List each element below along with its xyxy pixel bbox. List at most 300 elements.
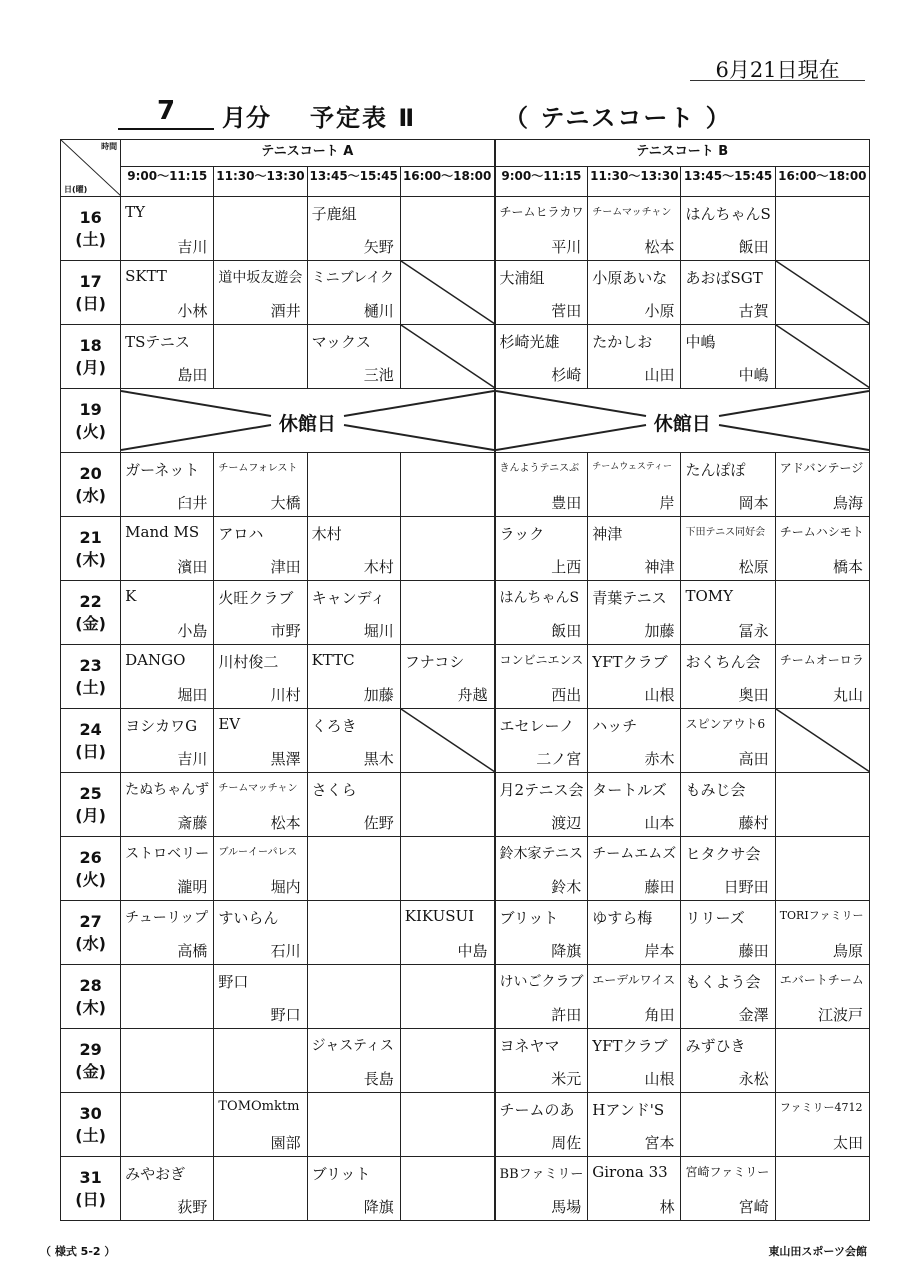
slot-cell[interactable] <box>307 773 400 837</box>
representative-name: 岸 <box>659 494 675 512</box>
slot-cell[interactable] <box>214 1029 307 1093</box>
slot-cell[interactable] <box>307 1029 400 1093</box>
team-name: キャンディ <box>311 589 386 607</box>
representative-name: 加藤 <box>363 686 394 704</box>
schedule-row <box>61 325 870 389</box>
slot-cell[interactable] <box>307 581 400 645</box>
weekday-label: (木) <box>75 549 106 569</box>
slot-cell[interactable] <box>121 517 214 581</box>
slot-cell[interactable] <box>400 517 494 581</box>
schedule-row <box>61 1029 870 1093</box>
schedule-row <box>61 197 870 261</box>
representative-name: 矢野 <box>363 238 394 256</box>
slot-cell[interactable] <box>214 517 307 581</box>
team-name: エセレーノ <box>499 717 575 735</box>
court-b-closed-cell <box>495 389 870 453</box>
team-name: たぬちゃんず <box>125 782 210 798</box>
day-number: 18 <box>79 335 102 355</box>
representative-name: 堀川 <box>363 622 394 640</box>
team-name: TSテニス <box>125 333 190 351</box>
representative-name: 降旗 <box>551 942 582 960</box>
representative-name: 市野 <box>270 622 301 640</box>
team-name: チームハシモト <box>779 525 864 539</box>
date-cell <box>61 1093 121 1157</box>
slot-cell[interactable] <box>588 517 681 581</box>
representative-name: 藤田 <box>644 878 675 896</box>
representative-name: 三池 <box>363 366 394 384</box>
team-name: TORIファミリー <box>779 909 864 922</box>
slot-cell[interactable] <box>681 453 775 517</box>
slot-cell[interactable] <box>214 965 307 1029</box>
team-name: エバートチーム <box>779 973 864 987</box>
slot-cell[interactable] <box>400 197 494 261</box>
slot-cell[interactable] <box>681 325 775 389</box>
slot-cell[interactable] <box>121 901 214 965</box>
slot-cell[interactable] <box>681 645 775 709</box>
representative-name: 吉川 <box>177 750 208 768</box>
day-number: 17 <box>79 271 102 291</box>
time-slot-header: 9:00～11:15 <box>495 167 588 197</box>
date-cell <box>61 581 121 645</box>
slot-cell[interactable] <box>495 581 588 645</box>
unavailable-slash <box>401 261 495 324</box>
month-suffix: 月分 <box>222 104 270 132</box>
slot-cell[interactable] <box>495 1029 588 1093</box>
slot-cell[interactable] <box>775 517 869 581</box>
slot-cell[interactable] <box>775 1093 869 1157</box>
weekday-label: (土) <box>75 1125 106 1145</box>
slot-cell[interactable] <box>681 837 775 901</box>
team-name: ヨシカワG <box>125 717 198 735</box>
date-cell <box>61 453 121 517</box>
schedule-row <box>61 837 870 901</box>
slot-cell[interactable] <box>495 517 588 581</box>
team-name: ブルーイーパレス <box>218 847 298 858</box>
team-name: エーデルワイス <box>592 973 676 987</box>
slot-cell[interactable] <box>775 197 869 261</box>
team-name: 小原あいな <box>592 269 668 287</box>
slot-cell[interactable] <box>307 837 400 901</box>
representative-name: 川村 <box>270 686 301 704</box>
slot-cell[interactable] <box>121 1029 214 1093</box>
team-name: チームマッチャン <box>218 783 298 794</box>
schedule-row <box>61 453 870 517</box>
slot-cell[interactable] <box>400 325 494 389</box>
slot-cell[interactable] <box>400 709 494 773</box>
time-slot-header: 9:00～11:15 <box>121 167 214 197</box>
slot-cell[interactable] <box>121 645 214 709</box>
slot-cell[interactable] <box>681 965 775 1029</box>
date-cell <box>61 197 121 261</box>
slot-cell[interactable] <box>307 1093 400 1157</box>
slot-cell[interactable] <box>681 197 775 261</box>
slot-cell[interactable] <box>214 645 307 709</box>
schedule-label: 予定表 Ⅱ <box>310 104 417 132</box>
representative-name: 神津 <box>644 558 675 576</box>
slot-cell[interactable] <box>307 965 400 1029</box>
slot-cell[interactable] <box>400 965 494 1029</box>
slot-cell[interactable] <box>214 581 307 645</box>
team-name: きんようテニスぶ <box>499 463 580 474</box>
slot-cell[interactable] <box>588 261 681 325</box>
schedule-row <box>61 1093 870 1157</box>
representative-name: 中嶋 <box>738 366 769 384</box>
slot-cell[interactable] <box>775 581 869 645</box>
team-name: 木村 <box>311 525 342 543</box>
slot-cell[interactable] <box>495 901 588 965</box>
slot-cell[interactable] <box>400 837 494 901</box>
representative-name: 冨永 <box>738 622 769 640</box>
team-name: もみじ会 <box>685 781 746 799</box>
representative-name: 永松 <box>738 1070 769 1088</box>
team-name: すいらん <box>218 909 279 927</box>
team-name: たんぽぽ <box>685 461 746 479</box>
representative-name: 江波戸 <box>817 1006 863 1024</box>
team-name: 下田テニス同好会 <box>685 527 766 538</box>
representative-name: 松原 <box>738 558 769 576</box>
representative-name: 橋本 <box>832 558 863 576</box>
representative-name: 松本 <box>644 238 675 256</box>
corner-time-label: 時間 <box>101 142 118 151</box>
team-name: ブリット <box>499 909 559 927</box>
day-number: 26 <box>79 847 102 867</box>
slot-cell[interactable] <box>307 709 400 773</box>
team-name: くろき <box>311 717 357 735</box>
slot-cell[interactable] <box>307 325 400 389</box>
slot-cell[interactable] <box>681 1093 775 1157</box>
team-name: チームフォレスト <box>218 463 298 474</box>
weekday-label: (火) <box>75 421 106 441</box>
slot-cell[interactable] <box>775 1157 869 1221</box>
representative-name: 黒澤 <box>270 750 301 768</box>
team-name: EV <box>218 715 241 733</box>
slot-cell[interactable] <box>307 261 400 325</box>
representative-name: 西出 <box>551 686 582 704</box>
slot-cell[interactable] <box>681 517 775 581</box>
slot-cell[interactable] <box>400 773 494 837</box>
team-name: チューリップ <box>125 910 209 926</box>
day-number: 16 <box>79 207 102 227</box>
representative-name: 角田 <box>644 1006 675 1024</box>
slot-cell[interactable] <box>121 965 214 1029</box>
slot-cell[interactable] <box>681 709 775 773</box>
team-name: 中嶋 <box>685 333 716 351</box>
slot-cell[interactable] <box>495 965 588 1029</box>
representative-name: 小島 <box>177 622 208 640</box>
team-name: コンビニエンス <box>499 653 584 667</box>
weekday-label: (金) <box>75 613 106 633</box>
slot-cell[interactable] <box>495 1157 588 1221</box>
slot-cell[interactable] <box>121 453 214 517</box>
team-name: TOMOmktm <box>218 1099 300 1114</box>
slot-cell[interactable] <box>400 1093 494 1157</box>
team-name: アロハ <box>218 525 264 543</box>
representative-name: 加藤 <box>644 622 675 640</box>
team-name: もくよう会 <box>685 973 761 991</box>
representative-name: 平川 <box>551 238 582 256</box>
representative-name: 酒井 <box>270 302 301 320</box>
weekday-label: (月) <box>75 357 106 377</box>
slot-cell[interactable] <box>495 773 588 837</box>
team-name: けいごクラブ <box>499 974 584 990</box>
month-number: 7 <box>118 96 214 130</box>
slot-cell[interactable] <box>214 773 307 837</box>
representative-name: 野口 <box>270 1006 301 1024</box>
weekday-label: (日) <box>75 293 106 313</box>
slot-cell[interactable] <box>588 197 681 261</box>
slot-cell[interactable] <box>775 453 869 517</box>
team-name: 月2テニス会 <box>499 781 584 799</box>
slot-cell[interactable] <box>495 645 588 709</box>
slot-cell[interactable] <box>214 837 307 901</box>
representative-name: 宮本 <box>644 1134 675 1152</box>
team-name: アドバンテージ <box>779 461 864 475</box>
slot-cell[interactable] <box>214 453 307 517</box>
representative-name: 吉川 <box>177 238 208 256</box>
representative-name: 金澤 <box>738 1006 769 1024</box>
slot-cell[interactable] <box>588 773 681 837</box>
slot-cell[interactable] <box>588 901 681 965</box>
team-name: 道中坂友遊会 <box>218 270 303 286</box>
weekday-label: (月) <box>75 805 106 825</box>
slot-cell[interactable] <box>214 261 307 325</box>
slot-cell[interactable] <box>307 453 400 517</box>
schedule-row <box>61 517 870 581</box>
representative-name: 中島 <box>457 942 488 960</box>
slot-cell[interactable] <box>775 837 869 901</box>
weekday-label: (土) <box>75 677 106 697</box>
slot-cell[interactable] <box>121 581 214 645</box>
team-name: ゆすら梅 <box>592 909 653 927</box>
representative-name: 菅田 <box>551 302 582 320</box>
representative-name: 宮崎 <box>738 1198 769 1216</box>
representative-name: 濱田 <box>177 558 208 576</box>
team-name: 野口 <box>218 973 249 991</box>
representative-name: 山根 <box>644 686 675 704</box>
slot-cell[interactable] <box>121 325 214 389</box>
slot-cell[interactable] <box>681 773 775 837</box>
schedule-row <box>61 773 870 837</box>
slot-cell[interactable] <box>588 837 681 901</box>
slot-cell[interactable] <box>214 709 307 773</box>
team-name: フナコシ <box>404 653 465 671</box>
date-cell <box>61 645 121 709</box>
slot-cell[interactable] <box>400 901 494 965</box>
slot-cell[interactable] <box>214 901 307 965</box>
representative-name: 石川 <box>270 942 301 960</box>
corner-cell <box>61 140 121 197</box>
slot-cell[interactable] <box>400 581 494 645</box>
team-name: 鈴木家テニス <box>499 846 583 862</box>
representative-name: 島田 <box>177 366 208 384</box>
representative-name: 藤村 <box>738 814 769 832</box>
team-name: さくら <box>311 781 357 799</box>
slot-cell[interactable] <box>775 965 869 1029</box>
team-name: チームオーロラ <box>779 653 864 667</box>
representative-name: 瀧明 <box>177 878 208 896</box>
closed-day-label: 休館日 <box>653 413 711 435</box>
slot-cell[interactable] <box>214 1093 307 1157</box>
team-name: Hアンド'S <box>592 1101 665 1119</box>
team-name: 子鹿組 <box>311 205 357 223</box>
team-name: ジャスティス <box>311 1038 394 1054</box>
team-name: YFTクラブ <box>592 1037 668 1055</box>
representative-name: 鳥海 <box>832 494 863 512</box>
date-cell <box>61 773 121 837</box>
representative-name: 馬場 <box>551 1198 582 1216</box>
schedule-table <box>60 139 870 1221</box>
time-slot-header: 13:45～15:45 <box>307 167 400 197</box>
slot-cell[interactable] <box>588 581 681 645</box>
day-number: 29 <box>79 1039 102 1059</box>
team-name: あおばSGT <box>685 269 763 287</box>
slot-cell[interactable] <box>307 645 400 709</box>
slot-cell[interactable] <box>121 1093 214 1157</box>
team-name: おくちん会 <box>685 653 761 671</box>
team-name: 火旺クラブ <box>218 589 294 607</box>
slot-cell[interactable] <box>214 325 307 389</box>
time-slot-header: 16:00～18:00 <box>400 167 494 197</box>
team-name: 青葉テニス <box>592 589 667 607</box>
representative-name: 山田 <box>644 366 675 384</box>
slot-cell[interactable] <box>775 645 869 709</box>
weekday-label: (日) <box>75 741 106 761</box>
court-a-closed-cell <box>121 389 495 453</box>
slot-cell[interactable] <box>775 261 869 325</box>
slot-cell[interactable] <box>495 709 588 773</box>
representative-name: 許田 <box>551 1006 582 1024</box>
slot-cell[interactable] <box>775 325 869 389</box>
court-header-row <box>61 140 870 167</box>
team-name: ミニブレイク <box>311 270 395 286</box>
day-number: 20 <box>79 463 102 483</box>
team-name: TY <box>125 203 146 221</box>
representative-name: 豊田 <box>551 494 582 512</box>
representative-name: 杉崎 <box>551 366 582 384</box>
slot-cell[interactable] <box>214 197 307 261</box>
team-name: ヨネヤマ <box>499 1037 560 1055</box>
slot-cell[interactable] <box>121 709 214 773</box>
day-number: 21 <box>79 527 102 547</box>
slot-cell[interactable] <box>588 453 681 517</box>
slot-cell[interactable] <box>775 709 869 773</box>
slot-cell[interactable] <box>121 197 214 261</box>
slot-cell[interactable] <box>588 1093 681 1157</box>
slot-cell[interactable] <box>400 453 494 517</box>
representative-name: 高田 <box>738 750 769 768</box>
slot-cell[interactable] <box>307 1157 400 1221</box>
team-name: KIKUSUI <box>404 907 475 925</box>
unavailable-slash <box>401 709 495 772</box>
slot-cell[interactable] <box>307 901 400 965</box>
representative-name: 園部 <box>270 1134 301 1152</box>
schedule-row <box>61 901 870 965</box>
schedule-row <box>61 645 870 709</box>
slot-cell[interactable] <box>681 1029 775 1093</box>
date-cell <box>61 389 121 453</box>
slot-cell[interactable] <box>307 517 400 581</box>
team-name: チームエムズ <box>592 846 677 862</box>
team-name: BBファミリー <box>499 1167 584 1182</box>
slot-cell[interactable] <box>400 645 494 709</box>
representative-name: 二ノ宮 <box>536 750 582 768</box>
date-cell <box>61 901 121 965</box>
weekday-label: (木) <box>75 997 106 1017</box>
slot-cell[interactable] <box>681 581 775 645</box>
team-name: スピンアウト6 <box>685 717 766 731</box>
representative-name: 丸山 <box>832 686 863 704</box>
slot-cell[interactable] <box>400 1029 494 1093</box>
slot-cell[interactable] <box>121 773 214 837</box>
slot-cell[interactable] <box>495 197 588 261</box>
schedule-body <box>61 197 870 1221</box>
date-cell <box>61 965 121 1029</box>
slot-cell[interactable] <box>307 197 400 261</box>
facility-name: 東山田スポーツ会館 <box>768 1245 867 1258</box>
day-number: 23 <box>79 655 102 675</box>
representative-name: 林 <box>659 1198 675 1216</box>
slot-cell[interactable] <box>775 773 869 837</box>
representative-name: 小原 <box>644 302 675 320</box>
representative-name: 古賀 <box>738 302 769 320</box>
time-header-row <box>61 167 870 197</box>
representative-name: 山根 <box>644 1070 675 1088</box>
time-slot-header: 13:45～15:45 <box>681 167 775 197</box>
slot-cell[interactable] <box>681 901 775 965</box>
representative-name: 飯田 <box>551 622 582 640</box>
slot-cell[interactable] <box>775 901 869 965</box>
slot-cell[interactable] <box>681 1157 775 1221</box>
day-number: 24 <box>79 719 102 739</box>
slot-cell[interactable] <box>121 837 214 901</box>
date-cell <box>61 709 121 773</box>
slot-cell[interactable] <box>121 1157 214 1221</box>
representative-name: 鳥原 <box>832 942 863 960</box>
representative-name: 上西 <box>551 558 582 576</box>
team-name: 川村俊二 <box>218 653 279 671</box>
slot-cell[interactable] <box>588 325 681 389</box>
slot-cell[interactable] <box>681 261 775 325</box>
slot-cell[interactable] <box>495 453 588 517</box>
schedule-row <box>61 709 870 773</box>
slot-cell[interactable] <box>588 709 681 773</box>
slot-cell[interactable] <box>495 837 588 901</box>
slot-cell[interactable] <box>121 261 214 325</box>
slot-cell[interactable] <box>495 325 588 389</box>
team-name: 宮崎ファミリー <box>685 1165 770 1179</box>
slot-cell[interactable] <box>495 1093 588 1157</box>
team-name: ブリット <box>311 1165 371 1183</box>
representative-name: 米元 <box>551 1070 582 1088</box>
slot-cell[interactable] <box>495 261 588 325</box>
team-name: ラック <box>499 525 545 543</box>
slot-cell[interactable] <box>775 1029 869 1093</box>
slot-cell[interactable] <box>400 261 494 325</box>
page-title <box>118 96 758 132</box>
slot-cell[interactable] <box>588 1029 681 1093</box>
team-name: はんちゃんS <box>499 590 580 606</box>
slot-cell[interactable] <box>400 1157 494 1221</box>
slot-cell[interactable] <box>588 965 681 1029</box>
slot-cell[interactable] <box>588 1157 681 1221</box>
representative-name: 周佐 <box>551 1134 582 1152</box>
slot-cell[interactable] <box>588 645 681 709</box>
slot-cell[interactable] <box>214 1157 307 1221</box>
team-name: たかしお <box>592 333 653 351</box>
day-number: 27 <box>79 911 102 931</box>
representative-name: 臼井 <box>177 494 208 512</box>
date-cell <box>61 261 121 325</box>
